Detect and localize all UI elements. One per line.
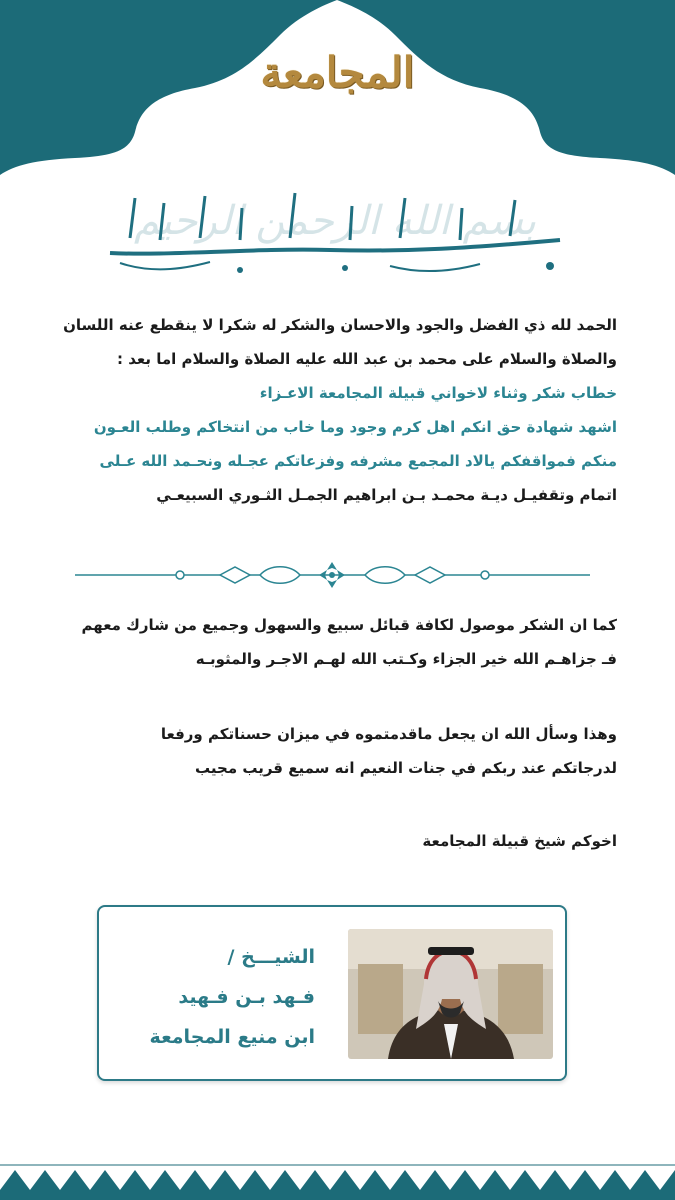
signoff-text: اخوكم شيخ قبيلة المجامعة [422,832,617,850]
intro-line: اشهد شهادة حق انكم اهل كرم وجود وما خاب من انتخاكم وطلب العـون [93,418,617,436]
signoff [57,824,617,858]
intro-line: اتمام وتقفيـل ديـة محمـد بـن ابراهيم الجمـل الثـوري السبيعـي [156,486,617,504]
intro-line: والصلاة والسلام على محمد بن عبد الله عليه الصلاة والسلام اما بعد : [116,350,617,368]
basmala-text: بسم الله الرحمن الرحيم [133,198,537,244]
intro-line: خطاب شكر وثناء لاخواني قبيلة المجامعة الاعـزاء [259,384,617,402]
intro-paragraph [57,308,617,512]
sheikh-name: فـهد بـن فـهيد [178,986,315,1008]
footer-pattern [0,1155,675,1200]
header-title: المجامعة [260,48,415,97]
sheikh-honorific: الشيـــخ / [227,946,315,968]
thanks-line: فـ جزاهـم الله خير الجزاء وكـتب الله لهـم الاجـر والمثوبـه [195,650,617,668]
sheikh-photo [348,929,553,1059]
thanks-line: كما ان الشكر موصول لكافة قبائل سبيع والسهول وجميع من شارك معهم [81,616,617,634]
intro-line: منكم فمواقفكم يالاد المجمع مشرفه وفزعاتكم عجـله ونحـمد الله عـلى [99,452,617,470]
thanks-paragraph [57,608,617,676]
intro-line: الحمد لله ذي الفضل والجود والاحسان والشكر له شكرا لا ينقطع عنه اللسان [63,316,617,334]
prayer-paragraph [57,717,617,785]
sheikh-lineage: ابن منيع المجامعة [149,1026,315,1048]
sheikh-card [97,905,567,1081]
ornamental-divider [75,560,590,590]
prayer-line: وهذا وسأل الله ان يجعل ماقدمتموه في ميزان حسناتكم ورفعا [160,725,617,743]
prayer-line: لدرجاتكم عند ربكم في جنات النعيم انه سميع قريب مجيب [195,759,617,777]
sheikh-card-text [115,937,315,1057]
